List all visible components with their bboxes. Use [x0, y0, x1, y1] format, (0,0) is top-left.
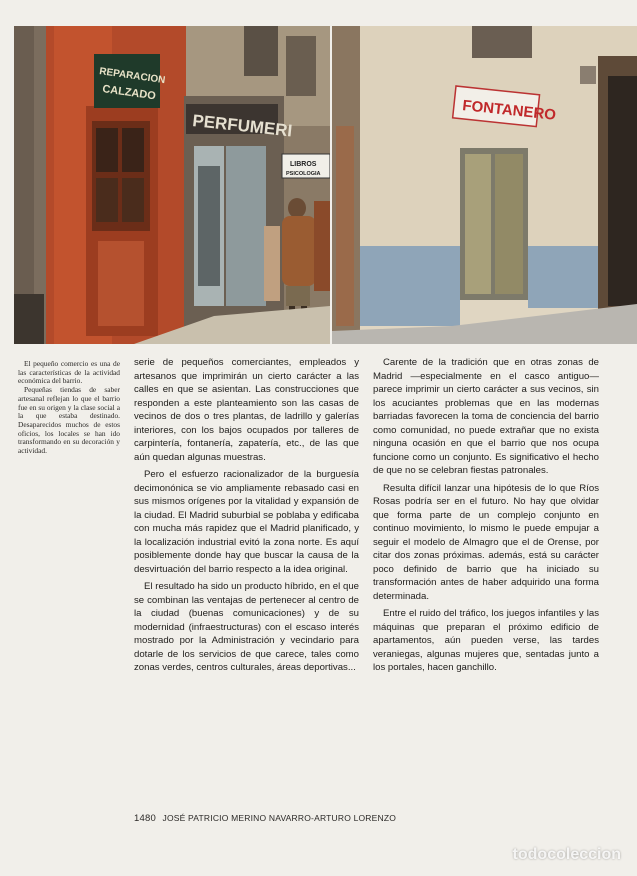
author-credits: JOSÉ PATRICIO MERINO NAVARRO-ARTURO LORENZO — [162, 813, 397, 823]
street-scene-right — [332, 26, 637, 344]
sign-fontanero: FONTANERO — [461, 97, 557, 124]
body-paragraph: Carente de la tradición que en otras zonas de Madrid —especialmente en el casco antiguo— parece imprimir un cierto carácter a sus vecinos, sin los acuciantes problemas que en las modernas barriadas favorecen la toma de conciencia del barrio como comunidad, no puede extrañar que no exista ninguna ocasión en que el barrio que nos ocupa funcione como un conjunto. Es significativo el hecho de que no se celebran fiestas patronales. — [373, 357, 599, 476]
caption-paragraph: El pequeño comercio es una de las características de la actividad económica del barrio. — [18, 359, 120, 386]
body-paragraph: serie de pequeños comerciantes, empleados y artesanos que imprimirán un cierto carácter a las calles en que se asientan. Las construcciones que responden a este planteamiento son las casas de vecinos de dos o tres plantas, de ladrillo y galerías interiores, con los bajos ocupados por talleres de carpintería, fontanería, zapatería, etc., de las que aún quedan algunas muestras. — [134, 357, 359, 463]
body-paragraph: El resultado ha sido un producto híbrido, en el que se combinan las ventajas de pertenecer al centro de la ciudad (buenas comunicaciones) y de su modernidad (infraestructuras) con el escaso interés mostrado por la Administración y vecindario para dotarle de los servicios de que carece, tales como zonas verdes, centros culturales, áreas deportivas... — [134, 581, 359, 673]
street-scene-left — [14, 26, 330, 344]
photo-caption — [18, 360, 120, 456]
sign-psicologia: PSICOLOGIA — [286, 171, 321, 177]
page-number: 1480 — [134, 813, 156, 824]
sign-reparacion: REPARACION — [98, 66, 166, 87]
sign-calzado: CALZADO — [101, 83, 157, 103]
body-paragraph: Entre el ruido del tráfico, los juegos infantiles y las máquinas que preparan el próximo edificio de apartamentos, aún pueden verse, las tardes veraniegas, algunas mujeres que, sentadas junto a los portales, hacen ganchillo. — [373, 608, 599, 673]
watermark: todocoleccion — [512, 846, 621, 863]
text-column-2 — [373, 356, 599, 675]
caption-paragraph: Pequeñas tiendas de saber artesanal reflejan lo que el barrio fue en su origen y la clase social a la que estaba destinado. Desaparecidos muchos de estos oficios, los locales se han ido transformando en su decoración y actividad. — [18, 385, 120, 456]
photo-plumber-shop — [332, 26, 637, 344]
text-column-1 — [134, 356, 359, 675]
sign-perfumeria: PERFUMERI — [191, 111, 294, 141]
photo-shoe-repair-street — [14, 26, 330, 344]
body-paragraph: Pero el esfuerzo racionalizador de la burguesía decimonónica se vio ampliamente rebasado casi en sus mismos orígenes por la vitalidad y expansión de la ciudad. El Madrid suburbial se poblaba y edificaba con mucha más rapidez que el Madrid planificado, y la localización industrial evitó la zona norte. Es aquí posiblemente donde hay que buscar la causa de la desvirtuación del barrio respecto a la idea original. — [134, 469, 359, 575]
page-footer — [134, 813, 396, 824]
body-paragraph: Resulta difícil lanzar una hipótesis de lo que Ríos Rosas podría ser en el futuro. No hay que olvidar que forma parte de un complejo conjunto en continuo movimiento, lo mismo le puede empujar a seguir el modelo de Almagro que el de Orense, por citar dos zonas próximas. además, está su carácter poco definido de barrio que ha iniciado su transformación antes de haber adquirido una forma determinada. — [373, 482, 599, 602]
sign-libros: LIBROS — [290, 161, 317, 168]
